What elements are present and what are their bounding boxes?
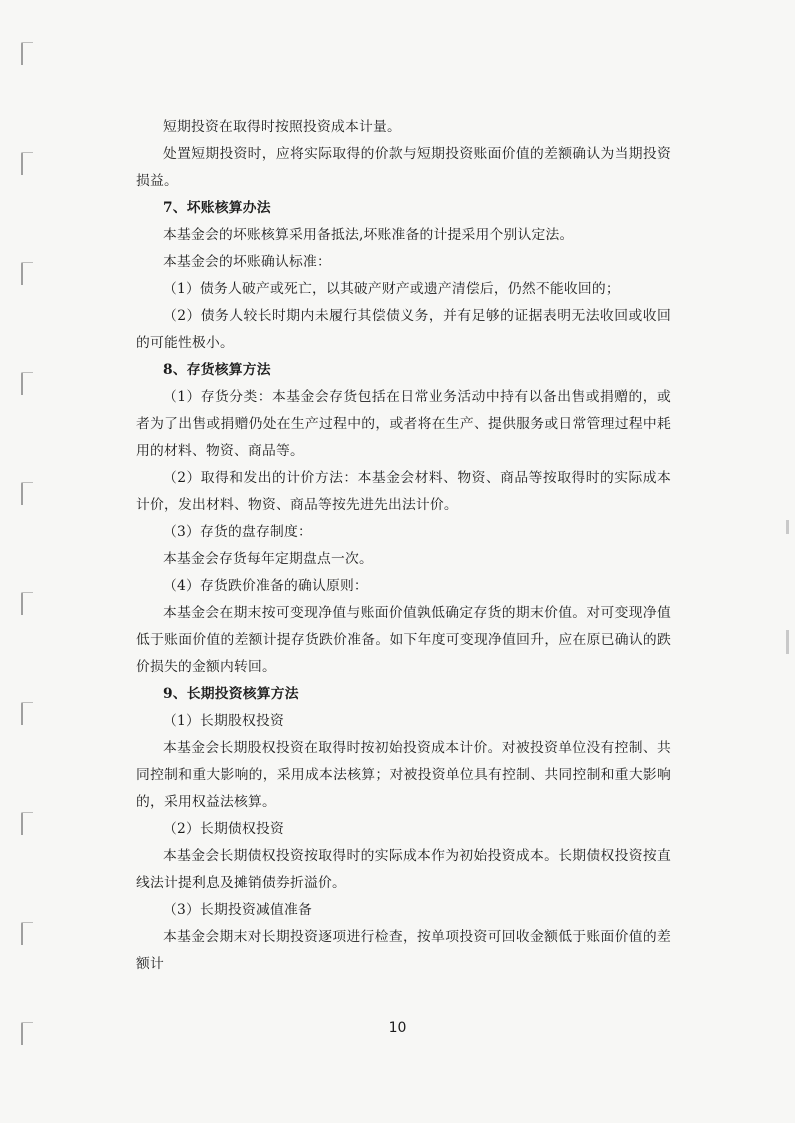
list-item: （3）长期投资减值准备 [163, 902, 312, 918]
paragraph: 短期投资在取得时按照投资成本计量。 [163, 119, 401, 135]
page-number: 10 [388, 1020, 407, 1036]
list-item: （2）取得和发出的计价方法：本基金会材料、物资、商品等按取得时的实际成本计价，发出材料、物资、商品等按先进先出法计价。 [136, 470, 671, 513]
binder-mark [21, 592, 33, 615]
binder-mark [21, 152, 33, 175]
binder-mark [21, 482, 33, 505]
paragraph: 本基金会期末对长期投资逐项进行检查，按单项投资可回收金额低于账面价值的差额计 [136, 929, 671, 972]
page-body [136, 114, 671, 978]
scan-edge-mark [786, 520, 789, 534]
binder-mark [21, 922, 33, 945]
paragraph: 本基金会长期股权投资在取得时按初始投资成本计价。对被投资单位没有控制、共同控制和重大影响的，采用成本法核算；对被投资单位具有控制、共同控制和重大影响的，采用权益法核算。 [136, 740, 671, 810]
binder-mark [21, 812, 33, 835]
binder-mark [21, 372, 33, 395]
binder-mark [21, 262, 33, 285]
list-item: （4）存货跌价准备的确认原则： [163, 578, 368, 594]
list-item: （3）存货的盘存制度： [163, 524, 312, 540]
list-item: （1）存货分类：本基金会存货包括在日常业务活动中持有以备出售或捐赠的，或者为了出售或捐赠仍处在生产过程中的，或者将在生产、提供服务或日常管理过程中耗用的材料、物资、商品等。 [136, 389, 671, 459]
list-item: （2）长期债权投资 [163, 821, 284, 837]
binder-mark [21, 702, 33, 725]
list-item: （2）债务人较长时期内未履行其偿债义务，并有足够的证据表明无法收回或收回的可能性极小。 [136, 308, 671, 351]
list-item: （1）债务人破产或死亡，以其破产财产或遗产清偿后，仍然不能收回的； [163, 281, 620, 297]
scan-edge-mark [786, 630, 789, 654]
section-heading: 8、存货核算方法 [163, 362, 271, 378]
section-heading: 7、坏账核算办法 [163, 200, 271, 216]
section-heading: 9、长期投资核算方法 [163, 686, 299, 702]
binder-mark [21, 42, 33, 65]
paragraph: 本基金会的坏账确认标准： [163, 254, 331, 270]
paragraph: 处置短期投资时，应将实际取得的价款与短期投资账面价值的差额确认为当期投资损益。 [136, 146, 671, 189]
paragraph: 本基金会的坏账核算采用备抵法,坏账准备的计提采用个别认定法。 [163, 227, 574, 243]
paragraph: 本基金会长期债权投资按取得时的实际成本作为初始投资成本。长期债权投资按直线法计提利息及摊销债券折溢价。 [136, 848, 671, 891]
paragraph: 本基金会在期末按可变现净值与账面价值孰低确定存货的期末价值。对可变现净值低于账面价值的差额计提存货跌价准备。如下年度可变现净值回升，应在原已确认的跌价损失的金额内转回。 [136, 605, 671, 675]
paragraph: 本基金会存货每年定期盘点一次。 [163, 551, 373, 567]
list-item: （1）长期股权投资 [163, 713, 284, 729]
